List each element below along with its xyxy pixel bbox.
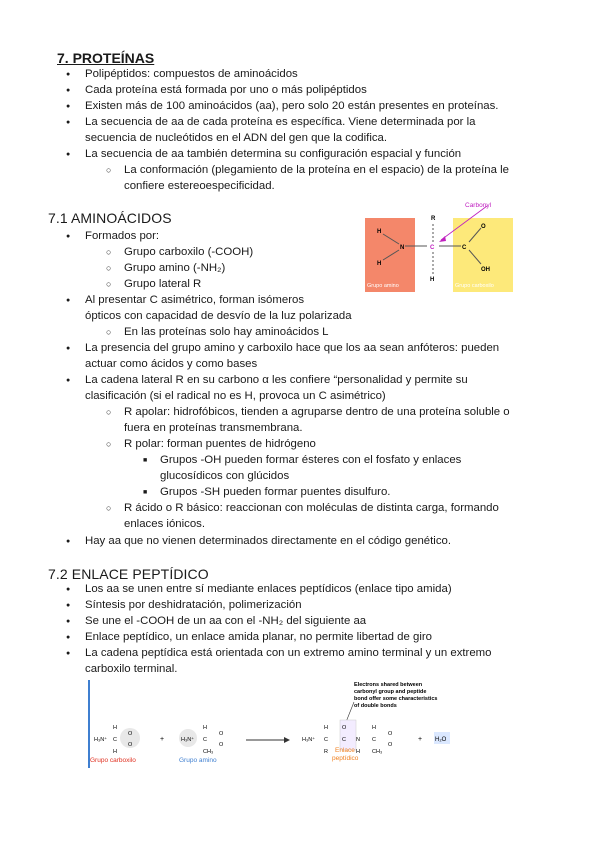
electron-note: Electrons shared between — [354, 682, 423, 688]
atom-label: C — [462, 245, 467, 251]
list-subsubitem-continuation: glucosídicos con glúcidos — [160, 470, 290, 482]
electron-note: carbonyl group and peptide — [354, 689, 427, 695]
h3n-label: H₃N⁺ — [302, 737, 316, 743]
list-item-continuation: carboxilo terminal. — [85, 663, 178, 675]
list-subitem: ○ Grupo lateral R — [124, 277, 201, 293]
arrow-head-icon — [439, 236, 446, 242]
list-subitem: ○ Grupo carboxilo (-COOH) — [124, 245, 253, 261]
atom-label: O — [342, 725, 347, 731]
carboxyl-group-label: Grupo carboxilo — [90, 757, 136, 764]
page-title: 7. PROTEÍNAS — [57, 50, 155, 66]
list-subitem: ○ La conformación (plegamiento de la proteína en el espacio) de la proteína le — [124, 163, 509, 179]
atom-label: H — [372, 725, 376, 731]
atom-label: O — [481, 224, 486, 230]
amino-acid-structure-figure — [365, 198, 517, 294]
atom-label: O — [219, 731, 224, 737]
list-subitem: ○ R ácido o R básico: reaccionan con moléculas de distinta carga, formando — [124, 501, 499, 517]
atom-label: H — [113, 749, 117, 755]
list-item: ● La cadena lateral R en su carbono α les confiere “personalidad y permite su — [85, 373, 468, 389]
atom-label: C — [372, 737, 376, 743]
atom-label: C — [342, 737, 346, 743]
list-item-continuation: secuencia de nucleótidos en el ADN del gen que la codifica. — [85, 132, 388, 144]
list-item: ● La presencia del grupo amino y carboxilo hace que los aa sean anfóteros: pueden — [85, 341, 499, 357]
atom-label: N — [356, 737, 360, 743]
list-item: ● La secuencia de aa también determina su configuración espacial y función — [85, 147, 461, 163]
electron-note: of double bonds — [354, 703, 397, 709]
list-item: ● Existen más de 100 aminoácidos (aa), pero solo 20 están presentes en proteínas. — [85, 99, 498, 115]
list-subitem-continuation: enlaces iónicos. — [124, 518, 206, 530]
list-item-continuation: ópticos con capacidad de desvío de la luz polarizada — [85, 310, 352, 322]
peptide-bond-label: Enlace — [335, 747, 355, 754]
atom-label: C — [430, 245, 435, 251]
atom-label: CH₃ — [372, 749, 383, 755]
atom-label: R — [324, 749, 328, 755]
note-pointer — [346, 702, 354, 722]
atom-label: O — [219, 742, 224, 748]
amino-group-box — [365, 218, 415, 292]
section-heading-enlace-peptidico: 7.2 ENLACE PEPTÍDICO — [48, 566, 209, 582]
list-item: ● Hay aa que no vienen determinados directamente en el código genético. — [85, 534, 451, 550]
list-subitem: ○ Grupo amino (-NH₂) — [124, 261, 225, 277]
atom-label: H — [377, 261, 382, 267]
electron-note: bond offer some characteristics — [354, 696, 438, 702]
h3n-label: H₃N⁺ — [94, 737, 108, 743]
peptide-bond-label: peptídico — [332, 755, 359, 762]
list-item-continuation: clasificación (si el radical no es H, provoca un C asimétrico) — [85, 390, 386, 402]
list-item: ● La secuencia de aa de cada proteína es específica. Viene determinada por la — [85, 115, 476, 131]
atom-label: N — [400, 245, 405, 251]
list-subitem: ○ R polar: forman puentes de hidrógeno — [124, 437, 316, 453]
atom-label: O — [388, 731, 393, 737]
atom-label: CH₃ — [203, 749, 214, 755]
plus-sign: + — [418, 736, 423, 743]
water-label: H₂O — [435, 737, 447, 743]
list-item: ● Formados por: — [85, 229, 159, 245]
list-item-continuation: actuar como ácidos y como bases — [85, 358, 258, 370]
list-subitem: ○ R apolar: hidrofóbicos, tienden a agruparse dentro de una proteína soluble o — [124, 405, 510, 421]
carboxyl-group-label: Grupo carboxilo — [455, 283, 494, 289]
list-item: ● Enlace peptídico, un enlace amida planar, no permite libertad de giro — [85, 630, 432, 646]
atom-label: H — [203, 725, 207, 731]
section-heading-aminoacidos: 7.1 AMINOÁCIDOS — [48, 210, 172, 226]
list-subsubitem: ■ Grupos -OH pueden formar ésteres con el fosfato y enlaces — [160, 453, 461, 469]
atom-label: C — [203, 737, 207, 743]
list-item: ● Los aa se unen entre sí mediante enlaces peptídicos (enlace tipo amida) — [85, 582, 452, 598]
h3n-label: H₃N⁺ — [181, 737, 195, 743]
list-subsubitem: ■ Grupos -SH pueden formar puentes disulfuro. — [160, 485, 390, 501]
amino-group-label: Grupo amino — [179, 757, 217, 764]
carbonyl-label: Carbonyl — [465, 202, 492, 209]
list-item: ● Se une el -COOH de un aa con el -NH₂ del siguiente aa — [85, 614, 366, 630]
list-item: ● Síntesis por deshidratación, polimerización — [85, 598, 302, 614]
atom-label: H — [356, 749, 360, 755]
atom-label: H — [113, 725, 117, 731]
list-subitem: ○ En las proteínas solo hay aminoácidos L — [124, 325, 329, 341]
atom-label: H — [324, 725, 328, 731]
atom-label: O — [128, 731, 133, 737]
atom-label: OH — [481, 267, 490, 273]
atom-label: C — [113, 737, 117, 743]
list-item: ● Cada proteína está formada por uno o más polipéptidos — [85, 83, 367, 99]
atom-label: H — [430, 277, 435, 283]
amino-group-label: Grupo amino — [367, 283, 399, 289]
list-item: ● Al presentar C asimétrico, forman isómeros — [85, 293, 304, 309]
list-subitem-continuation: fuera en proteínas transmembrana. — [124, 422, 303, 434]
atom-label: R — [431, 216, 436, 222]
peptide-bond-reaction-figure — [86, 678, 486, 770]
reaction-arrow-icon — [284, 737, 290, 743]
atom-label: C — [324, 737, 328, 743]
list-item: ● La cadena peptídica está orientada con un extremo amino terminal y un extremo — [85, 646, 492, 662]
plus-sign: + — [160, 736, 165, 743]
atom-label: O — [128, 742, 133, 748]
atom-label: O — [388, 742, 393, 748]
list-item: ● Polipéptidos: compuestos de aminoácidos — [85, 67, 298, 83]
list-subitem-continuation: confiere estereoespecificidad. — [124, 180, 275, 192]
atom-label: H — [377, 229, 382, 235]
